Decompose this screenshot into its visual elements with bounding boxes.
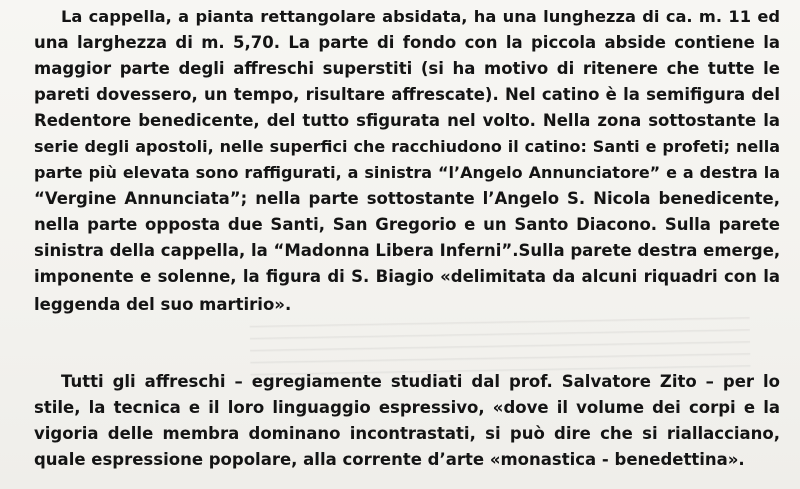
text-line: stile, la tecnica e il loro linguaggio espressivo, «dove il volume dei corpi e la: [34, 398, 780, 417]
text-line: Redentore benedicente, del tutto sfigurata nel volto. Nella zona sottostante la: [34, 111, 780, 130]
text-line: La cappella, a pianta rettangolare absidata, ha una lunghezza di ca. m. 11 ed: [61, 7, 780, 26]
text-line: maggior parte degli affreschi superstiti (si ha motivo di ritenere che tutte le: [34, 59, 780, 78]
text-line-last: leggenda del suo martirio».: [34, 295, 292, 314]
bleed-through-text: [250, 308, 751, 377]
text-line: Tutti gli affreschi – egregiamente studiati dal prof. Salvatore Zito – per lo: [61, 372, 780, 391]
text-line: nella parte opposta due Santi, San Gregorio e un Santo Diacono. Sulla parete: [34, 215, 780, 234]
text-line: pareti dovessero, un tempo, risultare affrescate). Nel catino è la semifigura del: [34, 85, 780, 104]
text-line: parte più elevata sono raffigurati, a sinistra “l’Angelo Annunciatore” e a destra la: [34, 163, 780, 182]
text-line: vigoria delle membra dominano incontrastati, si può dire che si riallacciano,: [34, 424, 780, 443]
text-line-last: quale espressione popolare, alla corrente d’arte «monastica - benedettina».: [34, 450, 745, 469]
text-line: una larghezza di m. 5,70. La parte di fondo con la piccola abside contiene la: [34, 33, 780, 52]
text-line: “Vergine Annunciata”; nella parte sottostante l’Angelo S. Nicola benedicente,: [34, 189, 780, 208]
text-line: imponente e solenne, la figura di S. Biagio «delimitata da alcuni riquadri con la: [34, 267, 780, 286]
text-line: sinistra della cappella, la “Madonna Libera Inferni”.Sulla parete destra emerge,: [34, 241, 781, 260]
text-line: serie degli apostoli, nelle superfici che racchiudono il catino: Santi e profeti; nella: [34, 137, 780, 156]
